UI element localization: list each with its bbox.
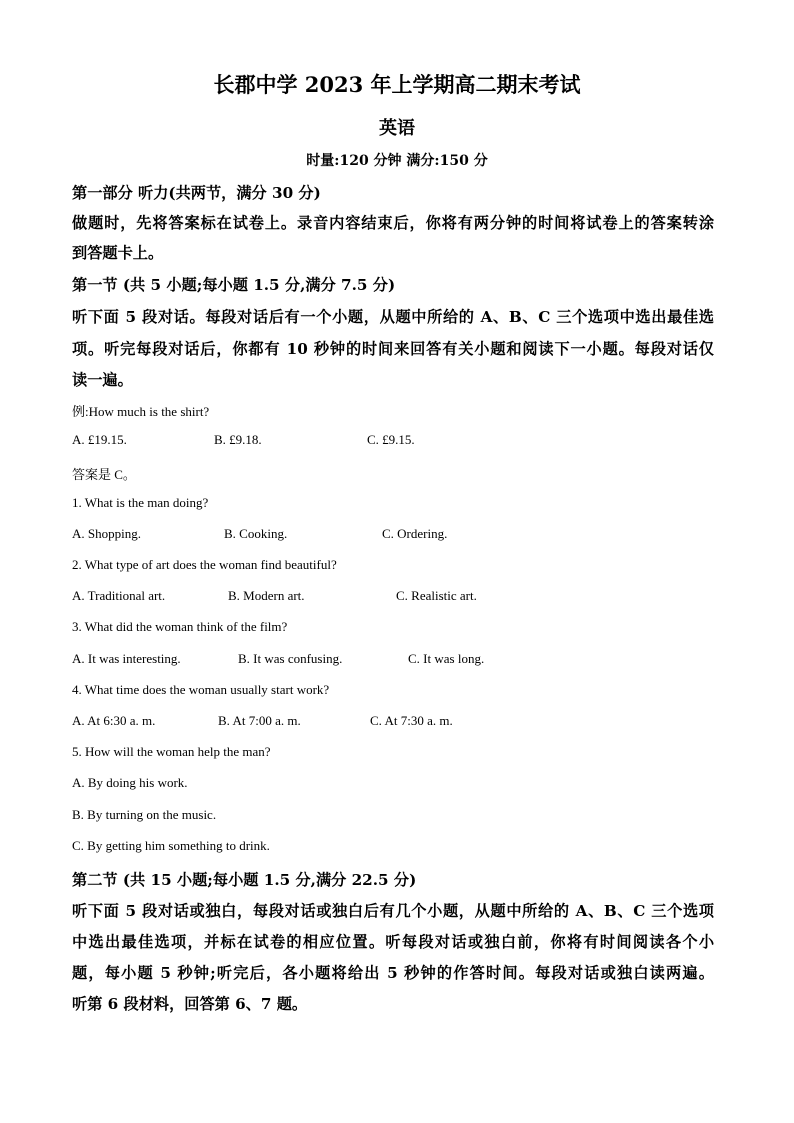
question-2: 2. What type of art does the woman find beautiful? <box>72 557 337 572</box>
part1-heading: 第一部分 听力(共两节，满分 30 分) <box>72 184 321 202</box>
question-1-option-c: C. Ordering. <box>382 526 448 541</box>
part1-instruction-line: 到答题卡上。 <box>72 244 164 262</box>
question-4-option-a: A. At 6:30 a. m. <box>72 713 156 728</box>
time-info: 时量:120 分钟 满分:150 分 <box>306 153 488 169</box>
question-5-option-c: C. By getting him something to drink. <box>72 838 270 853</box>
question-1: 1. What is the man doing? <box>72 495 209 510</box>
section2-instruction-line: 中选出最佳选项，并标在试卷的相应位置。听每段对话或独白前，你将有时间阅读各个小 <box>72 933 714 951</box>
section1-instruction-line: 项。听完每段对话后，你都有 10 秒钟的时间来回答有关小题和阅读下一小题。每段对话仅 <box>72 340 714 358</box>
question-4: 4. What time does the woman usually start work? <box>72 682 330 697</box>
question-4-option-b: B. At 7:00 a. m. <box>218 713 301 728</box>
section2-instruction-line: 听第 6 段材料，回答第 6、7 题。 <box>72 995 308 1013</box>
section2-instruction-line: 题，每小题 5 秒钟;听完后，各小题将给出 5 秒钟的作答时间。每段对话或独白读两遍。 <box>72 964 714 982</box>
question-3: 3. What did the woman think of the film? <box>72 619 288 634</box>
question-2-option-a: A. Traditional art. <box>72 588 166 603</box>
example-option-a: A. £19.15. <box>72 432 127 447</box>
example-question: 例:How much is the shirt? <box>72 404 210 419</box>
section2-heading: 第二节 (共 15 小题;每小题 1.5 分,满分 22.5 分) <box>72 871 417 889</box>
question-2-option-c: C. Realistic art. <box>396 588 477 603</box>
question-3-option-c: C. It was long. <box>408 651 485 666</box>
question-5: 5. How will the woman help the man? <box>72 744 271 759</box>
question-5-option-a: A. By doing his work. <box>72 775 188 790</box>
question-1-option-a: A. Shopping. <box>72 526 141 541</box>
part1-instruction-line: 做题时，先将答案标在试卷上。录音内容结束后，你将有两分钟的时间将试卷上的答案转涂 <box>72 214 714 232</box>
exam-title: 长郡中学 2023 年上学期高二期末考试 <box>213 72 581 97</box>
question-3-option-b: B. It was confusing. <box>238 651 343 666</box>
question-3-option-a: A. It was interesting. <box>72 651 181 666</box>
section1-instruction-line: 听下面 5 段对话。每段对话后有一个小题，从题中所给的 A、B、C 三个选项中选出最佳选 <box>72 308 714 326</box>
section1-instruction-line: 读一遍。 <box>72 371 133 389</box>
subject-title: 英语 <box>379 118 415 139</box>
question-2-option-b: B. Modern art. <box>228 588 305 603</box>
example-option-b: B. £9.18. <box>214 432 262 447</box>
question-5-option-b: B. By turning on the music. <box>72 807 217 822</box>
question-1-option-b: B. Cooking. <box>224 526 288 541</box>
question-4-option-c: C. At 7:30 a. m. <box>370 713 453 728</box>
section2-instruction-line: 听下面 5 段对话或独白，每段对话或独白后有几个小题，从题中所给的 A、B、C 三个选项 <box>72 902 714 920</box>
section1-heading: 第一节 (共 5 小题;每小题 1.5 分,满分 7.5 分) <box>72 276 396 294</box>
example-answer: 答案是 C。 <box>72 467 136 482</box>
example-option-c: C. £9.15. <box>367 432 415 447</box>
